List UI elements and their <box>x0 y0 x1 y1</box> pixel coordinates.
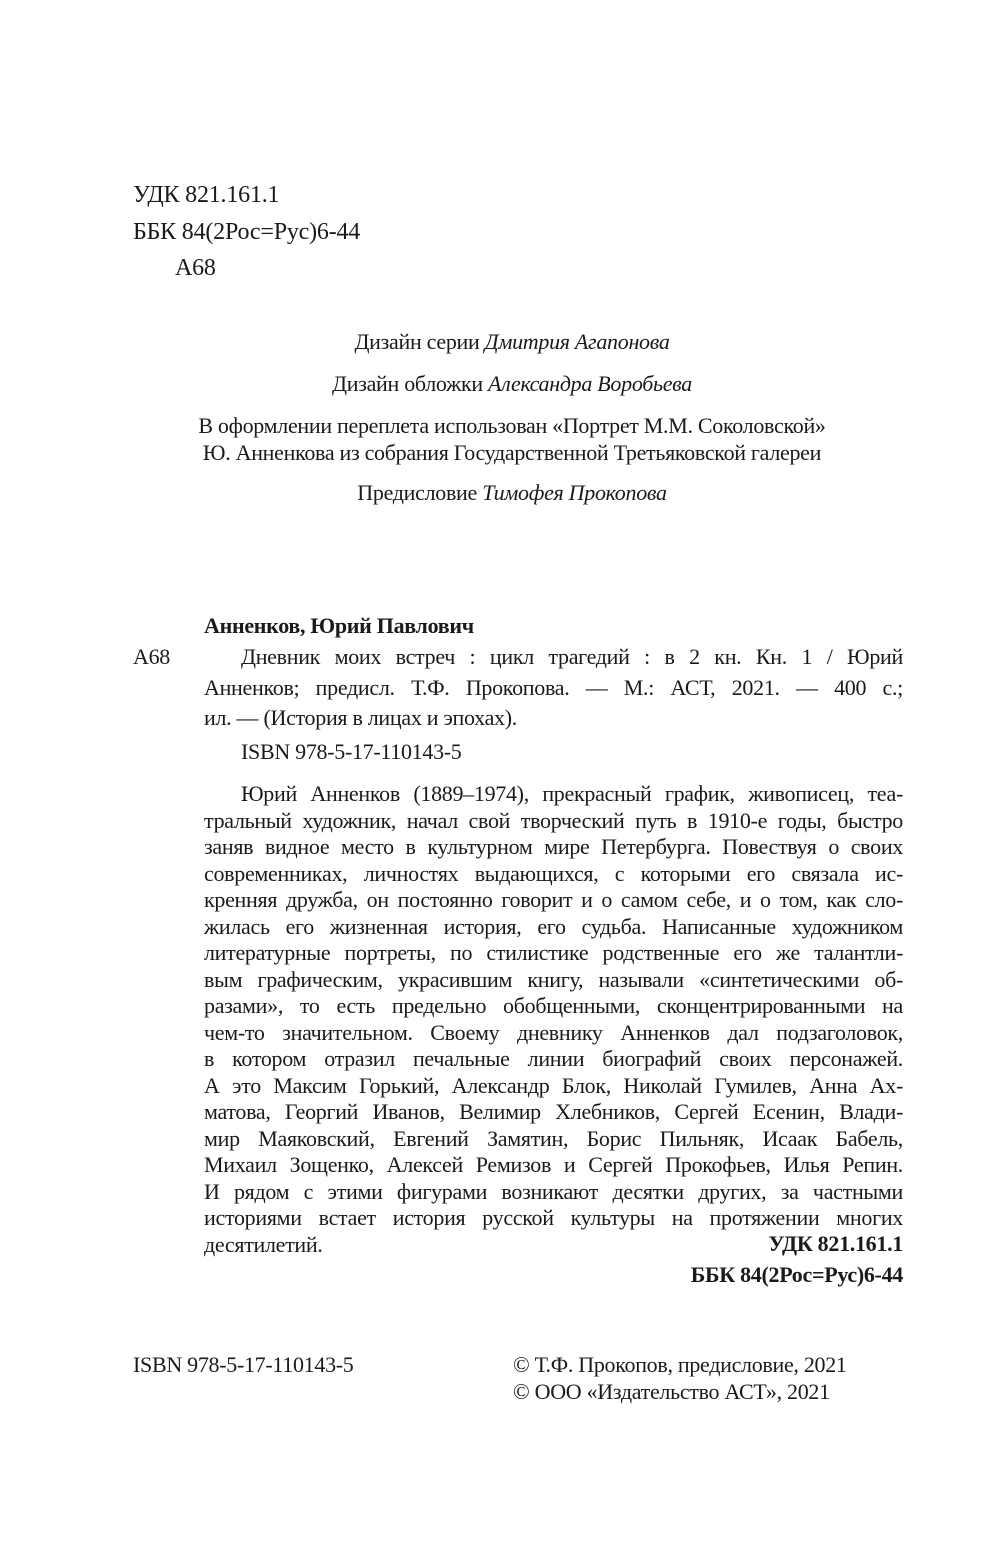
credit-binding-portrait-source: Ю. Анненкова из собрания Государственной Третьяковской галереи <box>202 440 822 465</box>
record-udk: УДК 821.161.1 <box>768 1231 903 1256</box>
credit-binding-portrait: В оформлении переплета использован «Портрет М.М. Соколовской» <box>198 413 826 438</box>
record-heading: Анненков, Юрий Павлович <box>204 613 474 638</box>
record-isbn: ISBN 978-5-17-110143-5 <box>241 739 462 764</box>
annotation-line: тральный художник, начал свой творческий путь в 1910-е годы, быстро <box>204 807 903 833</box>
annotation-line: кренняя дружба, он постоянно говорит и о самом себе, и о том, как сло- <box>204 887 903 912</box>
author-mark: А68 <box>175 255 216 281</box>
annotation-line: мир Маяковский, Евгений Замятин, Борис Пильняк, Исаак Бабель, <box>204 1125 903 1151</box>
annotation-line: матова, Георгий Иванов, Велимир Хлебников, Сергей Есенин, Влади- <box>204 1099 903 1124</box>
annotation-line: заняв видное место в культурном мире Петербурга. Повествуя о своих <box>204 834 903 859</box>
record-description-line: Анненков; предисл. Т.Ф. Прокопова. — М.: АСТ, 2021. — 400 с.; <box>204 675 903 700</box>
credit-series-design: Дизайн серии Дмитрия Агапонова <box>354 329 670 354</box>
copyright-publisher: © ООО «Издательство АСТ», 2021 <box>513 1379 830 1404</box>
annotation-line: Юрий Анненков (1889–1974), прекрасный график, живописец, теа- <box>241 781 903 806</box>
record-bbk: ББК 84(2Рос=Рус)6-44 <box>690 1262 903 1287</box>
record-description-line: Дневник моих встреч : цикл трагедий : в 2 кн. Кн. 1 / Юрий <box>241 644 903 669</box>
annotation-line: разами», то есть предельно обобщенными, сконцентрированными на <box>204 993 903 1018</box>
credit-preface: Предисловие Тимофея Прокопова <box>357 480 667 505</box>
annotation-line: десятилетий. <box>204 1231 323 1257</box>
record-description-line: ил. — (История в лицах и эпохах). <box>204 705 517 730</box>
annotation-line: И рядом с этими фигурами возникают десятки других, за частными <box>204 1178 903 1204</box>
annotation-line: вым графическим, украсившим книгу, называли «синтетическими об- <box>204 966 903 992</box>
annotation-line: литературные портреты, по стилистике родственные его же талантли- <box>204 940 903 965</box>
annotation-line: жилась его жизненная история, его судьба. Написанные художником <box>204 913 903 939</box>
udk-code: УДК 821.161.1 <box>133 182 280 208</box>
annotation-line: Михаил Зощенко, Алексей Ремизов и Сергей Прокофьев, Илья Репин. <box>204 1152 903 1177</box>
annotation-line: чем-то значительном. Своему дневнику Анненков дал подзаголовок, <box>204 1019 903 1045</box>
footer-isbn: ISBN 978-5-17-110143-5 <box>133 1352 354 1377</box>
copyright-preface: © Т.Ф. Прокопов, предисловие, 2021 <box>513 1352 847 1377</box>
record-author-mark: А68 <box>133 644 170 669</box>
annotation-line: в котором отразил печальные линии биографий своих персонажей. <box>204 1046 903 1071</box>
annotation-line: современниках, личностях выдающихся, с которыми его связала ис- <box>204 860 903 886</box>
bbk-code: ББК 84(2Рос=Рус)6-44 <box>133 219 361 245</box>
credit-cover-design: Дизайн обложки Александра Воробьева <box>332 371 692 396</box>
annotation-line: историями встает история русской культуры на протяжении многих <box>204 1205 903 1230</box>
annotation-line: А это Максим Горький, Александр Блок, Николай Гумилев, Анна Ах- <box>204 1072 903 1098</box>
